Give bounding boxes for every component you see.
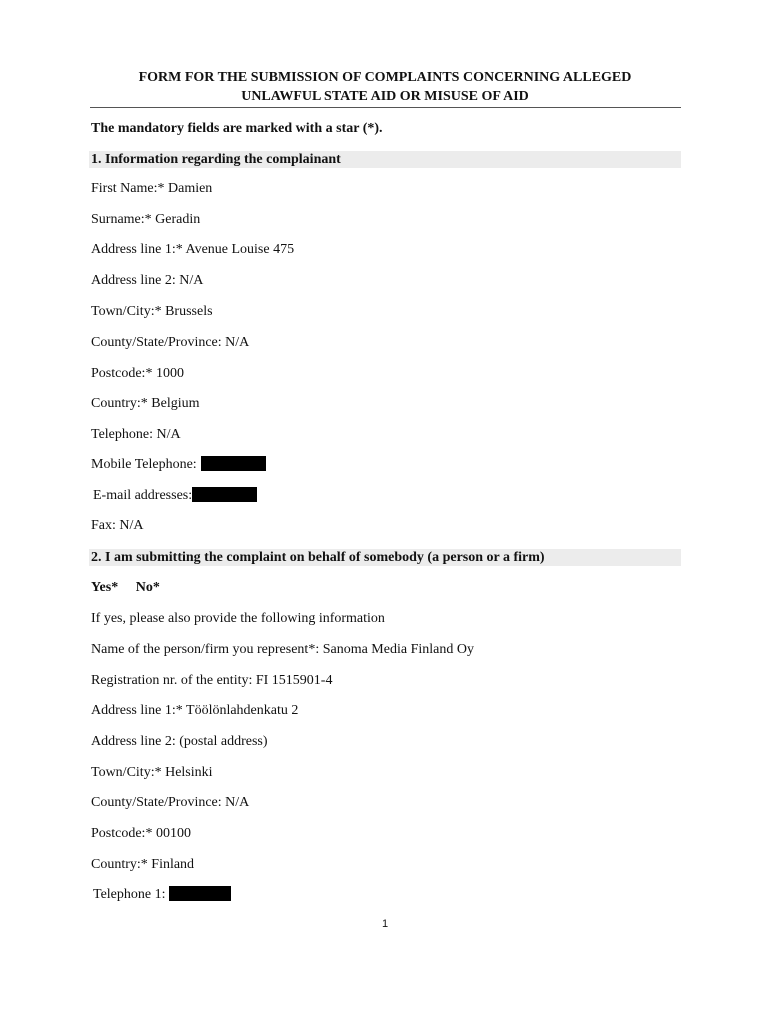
- page-number: 1: [381, 918, 389, 930]
- rep-postcode-field: Postcode:* 00100: [91, 826, 191, 841]
- mobile-telephone-label: Mobile Telephone:: [91, 457, 197, 472]
- rep-town-city-field: Town/City:* Helsinki: [91, 765, 213, 780]
- represented-name-field: Name of the person/firm you represent*: Sanoma Media Finland Oy: [91, 642, 474, 657]
- title-divider: [90, 107, 681, 108]
- form-title: [90, 68, 680, 106]
- rep-address-line-1-field: Address line 1:* Töölönlahdenkatu 2: [91, 703, 299, 718]
- first-name-field: First Name:* Damien: [91, 181, 213, 196]
- rep-county-field: County/State/Province: N/A: [91, 795, 250, 810]
- mobile-telephone-field: [91, 456, 266, 474]
- surname-field: Surname:* Geradin: [91, 212, 201, 227]
- fax-field: Fax: N/A: [91, 518, 144, 533]
- form-title-line-2: UNLAWFUL STATE AID OR MISUSE OF AID: [241, 89, 529, 104]
- postcode-field: Postcode:* 1000: [91, 366, 184, 381]
- instruction-text: If yes, please also provide the following information: [91, 611, 385, 626]
- rep-telephone-1-field: [93, 886, 231, 904]
- redaction-bar: [169, 886, 231, 901]
- form-title-line-1: FORM FOR THE SUBMISSION OF COMPLAINTS CONCERNING ALLEGED: [138, 70, 632, 85]
- email-label: E-mail addresses:: [93, 488, 193, 503]
- section-2-heading: 2. I am submitting the complaint on behalf of somebody (a person or a firm): [89, 549, 681, 566]
- country-field: Country:* Belgium: [91, 396, 200, 411]
- county-field: County/State/Province: N/A: [91, 335, 250, 350]
- redaction-bar: [192, 487, 257, 502]
- email-field: [93, 487, 257, 505]
- rep-country-field: Country:* Finland: [91, 857, 195, 872]
- section-1-heading: 1. Information regarding the complainant: [89, 151, 681, 168]
- redaction-bar: [201, 456, 266, 471]
- rep-address-line-2-field: Address line 2: (postal address): [91, 734, 268, 749]
- yes-option[interactable]: Yes*: [91, 580, 119, 595]
- rep-telephone-1-label: Telephone 1:: [93, 887, 166, 902]
- on-behalf-options: [91, 579, 160, 597]
- address-line-1-field: Address line 1:* Avenue Louise 475: [91, 242, 295, 257]
- mandatory-note: The mandatory fields are marked with a star (*).: [91, 121, 383, 136]
- no-option[interactable]: No*: [135, 580, 160, 595]
- address-line-2-field: Address line 2: N/A: [91, 273, 204, 288]
- town-city-field: Town/City:* Brussels: [91, 304, 213, 319]
- telephone-field: Telephone: N/A: [91, 427, 181, 442]
- registration-number-field: Registration nr. of the entity: FI 1515901-4: [91, 673, 333, 688]
